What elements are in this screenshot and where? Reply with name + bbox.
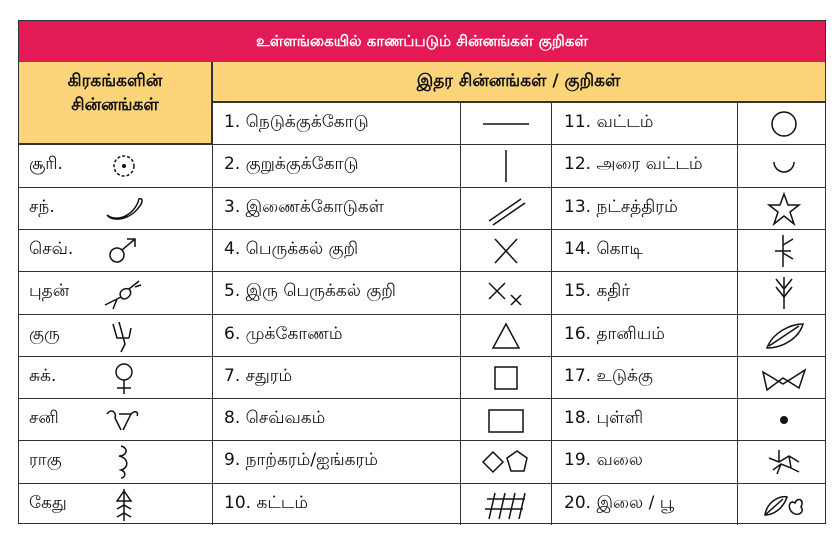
mercury-symbol-icon: [99, 273, 149, 313]
sign-label: 14. கொடி: [564, 239, 643, 259]
grid-icon: [481, 485, 531, 525]
circle-icon: [759, 104, 809, 144]
sign-label: 11. வட்டம்: [564, 112, 654, 132]
sign-label: 17. உடுக்கு: [564, 366, 653, 386]
net-icon: [759, 442, 809, 482]
sign-label: 15. கதிர்: [564, 281, 631, 301]
sign-label: 16. தானியம்: [564, 324, 665, 344]
sign-label: 10. கட்டம்: [224, 493, 309, 513]
planet-label: ராகு: [29, 450, 62, 470]
planets-header-line1: கிரகங்களின்: [67, 71, 163, 91]
table-title: உள்ளங்கையில் காணப்படும் சின்னங்கள் குறிகள்: [19, 21, 825, 63]
planet-label: குரு: [29, 324, 60, 344]
planets-header-line2: சின்னங்கள்: [71, 95, 159, 115]
planet-label: புதன்: [29, 281, 70, 301]
sign-label: 7. சதுரம்: [224, 366, 293, 386]
double-cross-icon: [481, 273, 531, 313]
half-circle-icon: [759, 146, 809, 186]
sign-label: 1. நெடுக்குக்கோடு: [224, 112, 369, 132]
planets-header: [19, 62, 212, 144]
cross-icon: [481, 231, 531, 271]
planet-label: கேது: [29, 493, 67, 513]
sign-label: 6. முக்கோணம்: [224, 324, 343, 344]
grain-ear-icon: [759, 273, 809, 313]
sign-label: 4. பெருக்கல் குறி: [224, 239, 359, 259]
mars-symbol-icon: [99, 231, 149, 271]
saturn-symbol-icon: [99, 400, 149, 440]
divider: [212, 62, 213, 525]
planet-label: சனி: [29, 408, 59, 428]
palm-signs-table: [18, 20, 826, 524]
planet-label: சந்.: [29, 197, 55, 217]
square-icon: [481, 358, 531, 398]
leaf-flower-icon: [759, 485, 809, 525]
sign-label: 12. அரை வட்டம்: [564, 154, 703, 174]
ketu-symbol-icon: [99, 485, 149, 525]
star-icon: [759, 189, 809, 229]
flag-icon: [759, 231, 809, 271]
sign-label: 20. இலை / பூ: [564, 493, 675, 513]
sign-label: 3. இணைக்கோடுகள்: [224, 197, 384, 217]
vertical-line-icon: [481, 146, 531, 186]
hourglass-drum-icon: [759, 358, 809, 398]
sign-label: 18. புள்ளி: [564, 408, 644, 428]
horizontal-line-icon: [481, 104, 531, 144]
triangle-icon: [481, 316, 531, 356]
jupiter-symbol-icon: [99, 316, 149, 356]
parallel-lines-icon: [481, 189, 531, 229]
dot-icon: [759, 400, 809, 440]
sign-label: 19. வலை: [564, 450, 643, 470]
planet-label: செவ்.: [29, 239, 74, 259]
sign-label: 13. நட்சத்திரம்: [564, 197, 678, 217]
venus-symbol-icon: [99, 358, 149, 398]
planet-label: சூரி.: [29, 154, 63, 174]
others-header: இதர சின்னங்கள் / குறிகள்: [212, 62, 825, 102]
rahu-symbol-icon: [99, 442, 149, 482]
grain-icon: [759, 316, 809, 356]
sign-label: 9. நாற்கரம்/ஐங்கரம்: [224, 450, 378, 470]
sign-label: 8. செவ்வகம்: [224, 408, 326, 428]
planet-label: சுக்.: [29, 366, 57, 386]
diamond-pentagon-icon: [481, 442, 531, 482]
rectangle-icon: [481, 400, 531, 440]
sun-symbol-icon: [99, 146, 149, 186]
sign-label: 2. குறுக்குக்கோடு: [224, 154, 359, 174]
sign-label: 5. இரு பெருக்கல் குறி: [224, 281, 396, 301]
moon-symbol-icon: [99, 189, 149, 229]
